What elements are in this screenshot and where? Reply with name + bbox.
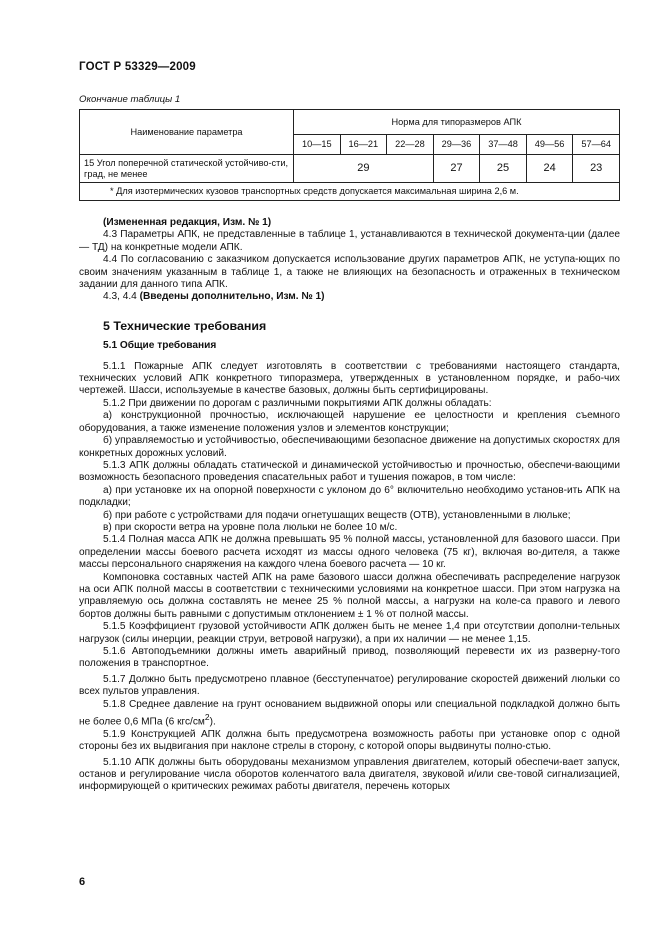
list-item: в) при скорости ветра на уровне пола люльки не более 10 м/с. (103, 521, 398, 533)
list-item: б) управляемостью и устойчивостью, обеспечивающими безопасное движение на допустимых скоростях для конкретных дорожных условий. (79, 435, 620, 459)
clause-ref: 4.3, 4.4 (103, 291, 140, 303)
table-row-name: 15 Угол поперечной статической устойчиво-сти, град, не менее (80, 155, 294, 183)
paragraph-5-1-3: 5.1.3 АПК должны обладать статической и динамической устойчивостью и прочностью, обеспечи-вающими возможность безопасного проведения спасательных работ и тушения пожаров, в том числе: (79, 459, 620, 484)
list-item: а) при установке их на опорной поверхности с уклоном до 6° включительно необходимо установ-ить АПК на подкладки; (79, 484, 620, 509)
list-item: б) при работе с устройствами для подачи огнетушащих веществ (ОТВ), установленными в люльке; (103, 509, 571, 521)
size-header: 49—56 (526, 135, 573, 155)
superscript: 2 (204, 712, 210, 723)
paragraph-5-1-7: 5.1.7 Должно быть предусмотрено плавное (бесступенчатое) регулирование скоростей движений люльки со всех пультов управления. (79, 673, 620, 698)
paragraph-5-1-2: 5.1.2 При движении по дорогам с различными покрытиями АПК должны обладать: (103, 397, 492, 409)
list-item: а) конструкционной прочностью, исключающей нарушение ее целостности и крепления съемного оборудования, а также изменение положения узлов и элементов конструкции; (79, 410, 620, 434)
paragraph-5-1-9: 5.1.9 Конструкцией АПК должна быть предусмотрена возможность работы при установке опор с одной стороны без их выдвигания при наклоне стрелы в сторону, с которой опоры выдвинуты полно-стью. (79, 728, 620, 753)
paragraph-5-1-8-end: ). (209, 716, 216, 728)
document-header: ГОСТ Р 53329—2009 (79, 61, 196, 73)
page-number: 6 (79, 876, 86, 888)
paragraph-5-1-6: 5.1.6 Автоподъемники должны иметь аварийный привод, позволяющий перевести их из разверну-того положения в транспортное. (79, 646, 620, 670)
table-cell-value: 23 (573, 155, 620, 183)
subsection-heading: 5.1 Общие требования (103, 340, 217, 352)
paragraph-4-amendment (79, 291, 620, 303)
paragraph-5-1-4: 5.1.4 Полная масса АПК не должна превышать 95 % полной массы, установленной для базового шасси. При определении массы боевого расчета исходят из массы одного человека (75 кг), включая во-дителя, а также массы персонального снаряжения на каждого члена боевого расчета — 10 кг. (79, 534, 620, 571)
table-cell-value: 27 (433, 155, 480, 183)
table-cell-value: 24 (526, 155, 573, 183)
table-cell-value: 25 (480, 155, 527, 183)
table-caption: Окончание таблицы 1 (79, 94, 181, 105)
parameters-table (79, 109, 620, 201)
size-header: 10—15 (294, 135, 341, 155)
size-header: 37—48 (480, 135, 527, 155)
paragraph-4-3: 4.3 Параметры АПК, не представленные в таблице 1, устанавливаются в технической документа-ции (далее — ТД) на конкретные модели АПК. (79, 229, 620, 253)
paragraph-5-1-8 (79, 699, 620, 729)
size-header: 57—64 (573, 135, 620, 155)
param-column-header: Наименование параметра (80, 110, 294, 155)
amendment-note: (Измененная редакция, Изм. № 1) (103, 217, 272, 228)
size-header: 16—21 (340, 135, 387, 155)
paragraph-5-1-10: 5.1.10 АПК должны быть оборудованы механизмом управления двигателем, который обеспечи-вает запуск, останов и регулирование числа оборотов коленчатого вала двигателя, звуковой и/или све-товой сигнализацией, информирующей о критических режимах работы двигателя, перечень которых (79, 756, 620, 793)
table-cell-value: 29 (294, 155, 434, 183)
paragraph-5-1-5: 5.1.5 Коэффициент грузовой устойчивости АПК должен быть не менее 1,4 при отсутствии дополни-тельных нагрузок (силы инерции, реакции струи, ветровой нагрузки), а при их наличии — не менее 1,15. (79, 621, 620, 645)
size-header: 22—28 (387, 135, 434, 155)
paragraph-4-4: 4.4 По согласованию с заказчиком допускается использование других параметров АПК, не уступа-ющих по своим значениям указанным в таблице 1, а также не влияющих на безопасность и отраженных в техническом задании для данного типа АПК. (79, 254, 620, 291)
paragraph-5-1-1: 5.1.1 Пожарные АПК следует изготовлять в соответствии с требованиями настоящего стандарта, технических условий АПК конкретного типоразмера, утвержденных в установленном порядке, и рабо-чих чертежей. Шасси, используемые в качестве базовых, должны быть сертифицированы. (79, 360, 620, 397)
paragraph-5-1-8-text: 5.1.8 Среднее давление на грунт основанием выдвижной опоры или специальной подкладкой должно быть не более 0,6 МПа (6 кгс/см (79, 698, 620, 728)
size-header: 29—36 (433, 135, 480, 155)
document-body (79, 217, 620, 794)
paragraph-5-1-4-layout: Компоновка составных частей АПК на раме базового шасси должна обеспечивать распределение нагрузок на оси АПК полной массы в соответствии с техническими условиями на конкретное шасси. При этом нагрузка на управляемую ось должна составлять не менее 25 % полной массы, а нагрузки на коле-са правого и левого бортов должны быть равными с допустимым отклонением ± 1 % от полной массы. (79, 571, 620, 620)
section-heading: 5 Технические требования (103, 318, 267, 333)
amendment-note: (Введены дополнительно, Изм. № 1) (139, 291, 325, 303)
table-footnote: * Для изотермических кузовов транспортных средств допускается максимальная ширина 2,6 м. (80, 183, 620, 201)
norm-column-header: Норма для типоразмеров АПК (294, 110, 620, 135)
